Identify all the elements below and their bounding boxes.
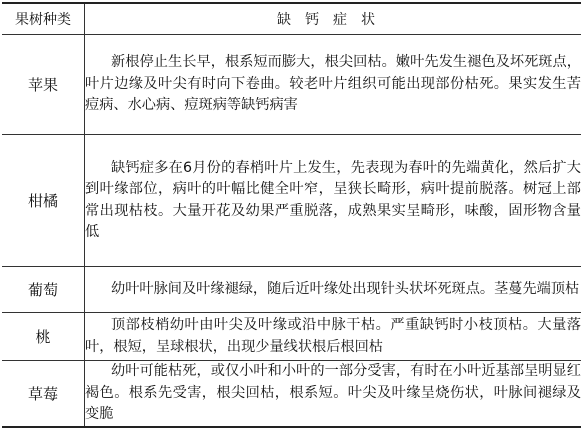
table-row [2, 313, 581, 361]
calcium-deficiency-table [2, 2, 581, 428]
header-fruit-type: 果树种类 [2, 3, 85, 35]
symptom-cell: 顶部枝梢幼叶由叶尖及叶缘或沿中脉干枯。严重缺钙时小枝顶枯。大量落叶，根短，呈球根状，出现少量线状根后根回枯 [85, 313, 582, 361]
table-row [2, 267, 581, 313]
fruit-name-cell: 桃 [2, 313, 85, 361]
table-header-row [2, 3, 581, 35]
fruit-name-cell: 草莓 [2, 361, 85, 427]
header-symptoms: 缺钙症状 [85, 3, 582, 35]
fruit-name-cell: 苹果 [2, 35, 85, 135]
table-row [2, 35, 581, 135]
table-row [2, 135, 581, 267]
symptom-cell: 幼叶叶脉间及叶缘褪绿，随后近叶缘处出现针头状坏死斑点。茎蔓先端顶枯 [85, 267, 582, 313]
table-row [2, 361, 581, 427]
symptom-cell: 幼叶可能枯死，或仅小叶和小叶的一部分受害，有时在小叶近基部呈明显红褐色。根系先受害，根尖回枯，根系短。叶尖及叶缘呈烧伤状，叶脉间褪绿及变脆 [85, 361, 582, 427]
fruit-name-cell: 柑橘 [2, 135, 85, 267]
symptom-cell: 新根停止生长早，根系短而膨大，根尖回枯。嫩叶先发生褪色及坏死斑点，叶片边缘及叶尖有时向下卷曲。较老叶片组织可能出现部份枯死。果实发生苦痘病、水心病、痘斑病等缺钙病害 [85, 35, 582, 135]
fruit-name-cell: 葡萄 [2, 267, 85, 313]
symptom-cell: 缺钙症多在6月份的春梢叶片上发生，先表现为春叶的先端黄化，然后扩大到叶缘部位，病叶的叶幅比健全叶窄，呈狭长畸形，病叶提前脱落。树冠上部常出现枯枝。大量开花及幼果严重脱落，成熟果实呈畸形，味酸，固形物含量低 [85, 135, 582, 267]
